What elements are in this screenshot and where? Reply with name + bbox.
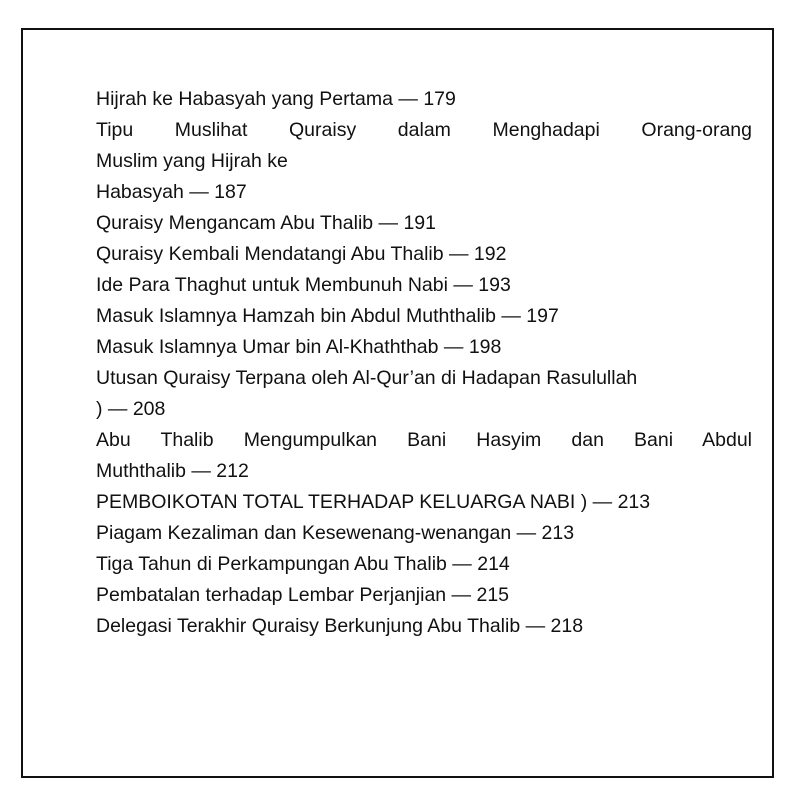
toc-line: Pembatalan terhadap Lembar Perjanjian — 215 bbox=[96, 584, 510, 606]
toc-line: Delegasi Terakhir Quraisy Berkunjung Abu Thalib — 218 bbox=[96, 615, 584, 637]
toc-line: Piagam Kezaliman dan Kesewenang-wenangan — 213 bbox=[96, 522, 575, 544]
toc-line: PEMBOIKOTAN TOTAL TERHADAP KELUARGA NABI ) — 213 bbox=[96, 491, 651, 513]
toc-line: Utusan Quraisy Terpana oleh Al-Qur’an di Hadapan Rasulullah bbox=[96, 367, 638, 389]
toc-line: Ide Para Thaghut untuk Membunuh Nabi — 193 bbox=[96, 274, 511, 296]
toc-line: Abu Thalib Mengumpulkan Bani Hasyim dan Bani Abdul bbox=[96, 429, 752, 451]
toc-line: Tiga Tahun di Perkampungan Abu Thalib — 214 bbox=[96, 553, 510, 575]
toc-line: Masuk Islamnya Umar bin Al-Khaththab — 198 bbox=[96, 336, 502, 358]
toc-line: Muslim yang Hijrah ke bbox=[96, 150, 288, 172]
toc-line: Muththalib — 212 bbox=[96, 460, 249, 482]
toc-line: Quraisy Kembali Mendatangi Abu Thalib — 192 bbox=[96, 243, 507, 265]
toc-line: Masuk Islamnya Hamzah bin Abdul Muththalib — 197 bbox=[96, 305, 559, 327]
toc-line: ) — 208 bbox=[96, 398, 166, 420]
toc-line: Hijrah ke Habasyah yang Pertama — 179 bbox=[96, 88, 456, 110]
table-of-contents bbox=[96, 84, 752, 642]
toc-line: Habasyah — 187 bbox=[96, 181, 247, 203]
toc-line: Tipu Muslihat Quraisy dalam Menghadapi Orang-orang bbox=[96, 119, 752, 141]
toc-line: Quraisy Mengancam Abu Thalib — 191 bbox=[96, 212, 436, 234]
